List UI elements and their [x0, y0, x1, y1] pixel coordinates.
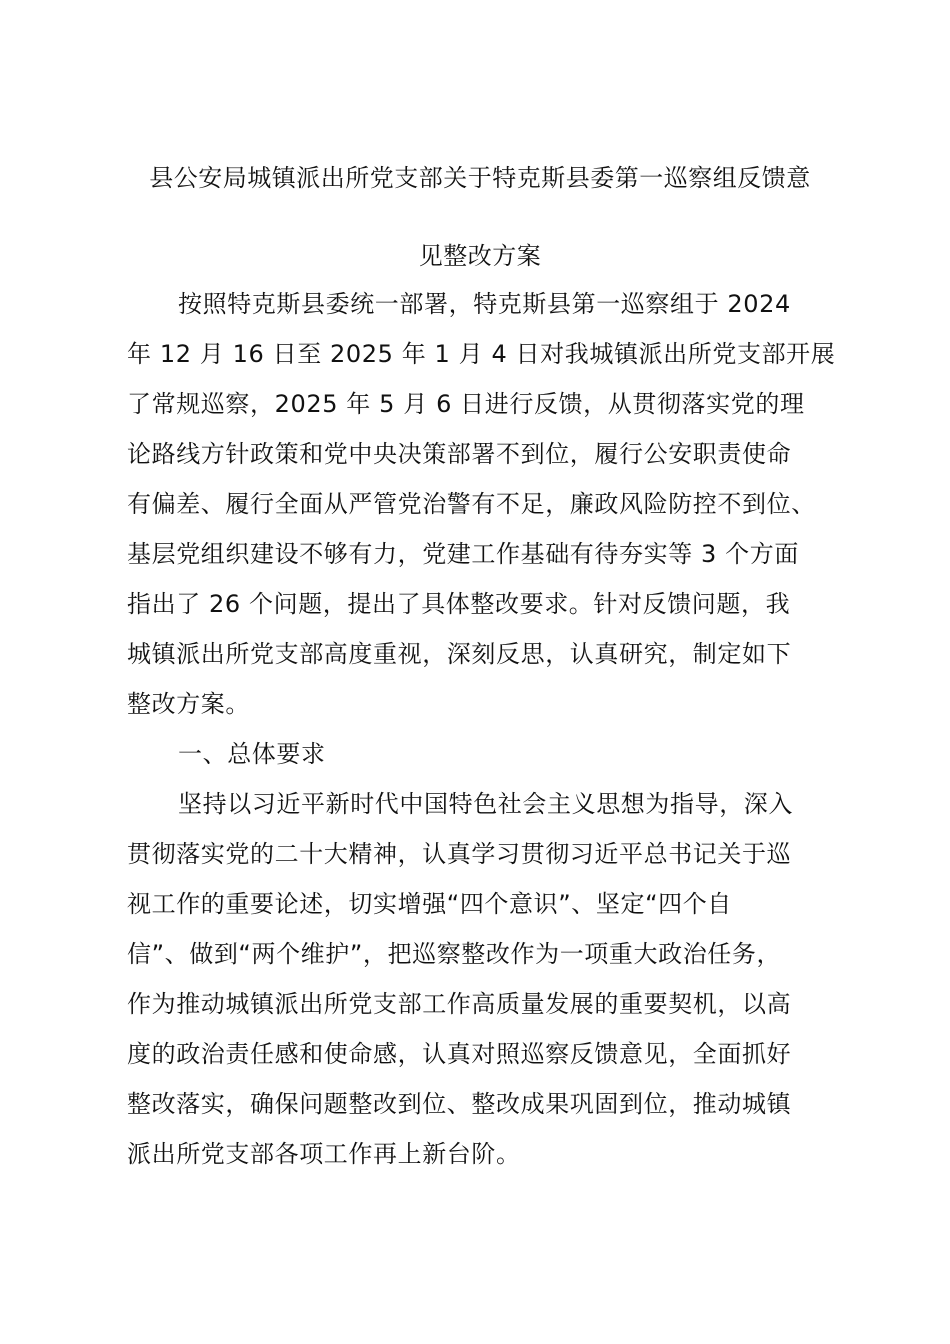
- paragraph-line: 论路线方针政策和党中央决策部署不到位，履行公安职责使命: [127, 440, 792, 468]
- paragraph-line: 城镇派出所党支部高度重视，深刻反思，认真研究，制定如下: [127, 640, 792, 668]
- paragraph-line: 度的政治责任感和使命感，认真对照巡察反馈意见，全面抓好: [127, 1040, 792, 1068]
- paragraph-line: 视工作的重要论述，切实增强“四个意识”、坚定“四个自: [127, 890, 732, 918]
- section-heading: 一、总体要求: [178, 740, 326, 768]
- paragraph-line: 年 12 月 16 日至 2025 年 1 月 4 日对我城镇派出所党支部开展: [127, 340, 836, 368]
- paragraph-line: 按照特克斯县委统一部署，特克斯县第一巡察组于 2024: [178, 290, 791, 318]
- document-title-line-2: 见整改方案: [418, 242, 542, 270]
- paragraph-line: 贯彻落实党的二十大精神，认真学习贯彻习近平总书记关于巡: [127, 840, 792, 868]
- document-title-line-1: 县公安局城镇派出所党支部关于特克斯县委第一巡察组反馈意: [149, 164, 811, 192]
- paragraph-line: 指出了 26 个问题，提出了具体整改要求。针对反馈问题，我: [127, 590, 791, 618]
- paragraph-line: 整改落实，确保问题整改到位、整改成果巩固到位，推动城镇: [127, 1090, 792, 1118]
- paragraph-line: 有偏差、履行全面从严管党治警有不足，廉政风险防控不到位、: [127, 490, 816, 518]
- paragraph-line: 信”、做到“两个维护”，把巡察整改作为一项重大政治任务，: [127, 940, 782, 968]
- paragraph-line: 基层党组织建设不够有力，党建工作基础有待夯实等 3 个方面: [127, 540, 799, 568]
- paragraph-line: 派出所党支部各项工作再上新台阶。: [127, 1140, 521, 1168]
- paragraph-line: 了常规巡察，2025 年 5 月 6 日进行反馈，从贯彻落实党的理: [127, 390, 805, 418]
- paragraph-line: 作为推动城镇派出所党支部工作高质量发展的重要契机，以高: [127, 990, 792, 1018]
- paragraph-line: 坚持以习近平新时代中国特色社会主义思想为指导，深入: [178, 790, 793, 818]
- paragraph-intro: [127, 279, 847, 729]
- paragraph-general-requirements: [127, 779, 847, 1179]
- paragraph-line: 整改方案。: [127, 690, 250, 718]
- document-body: [127, 279, 847, 1179]
